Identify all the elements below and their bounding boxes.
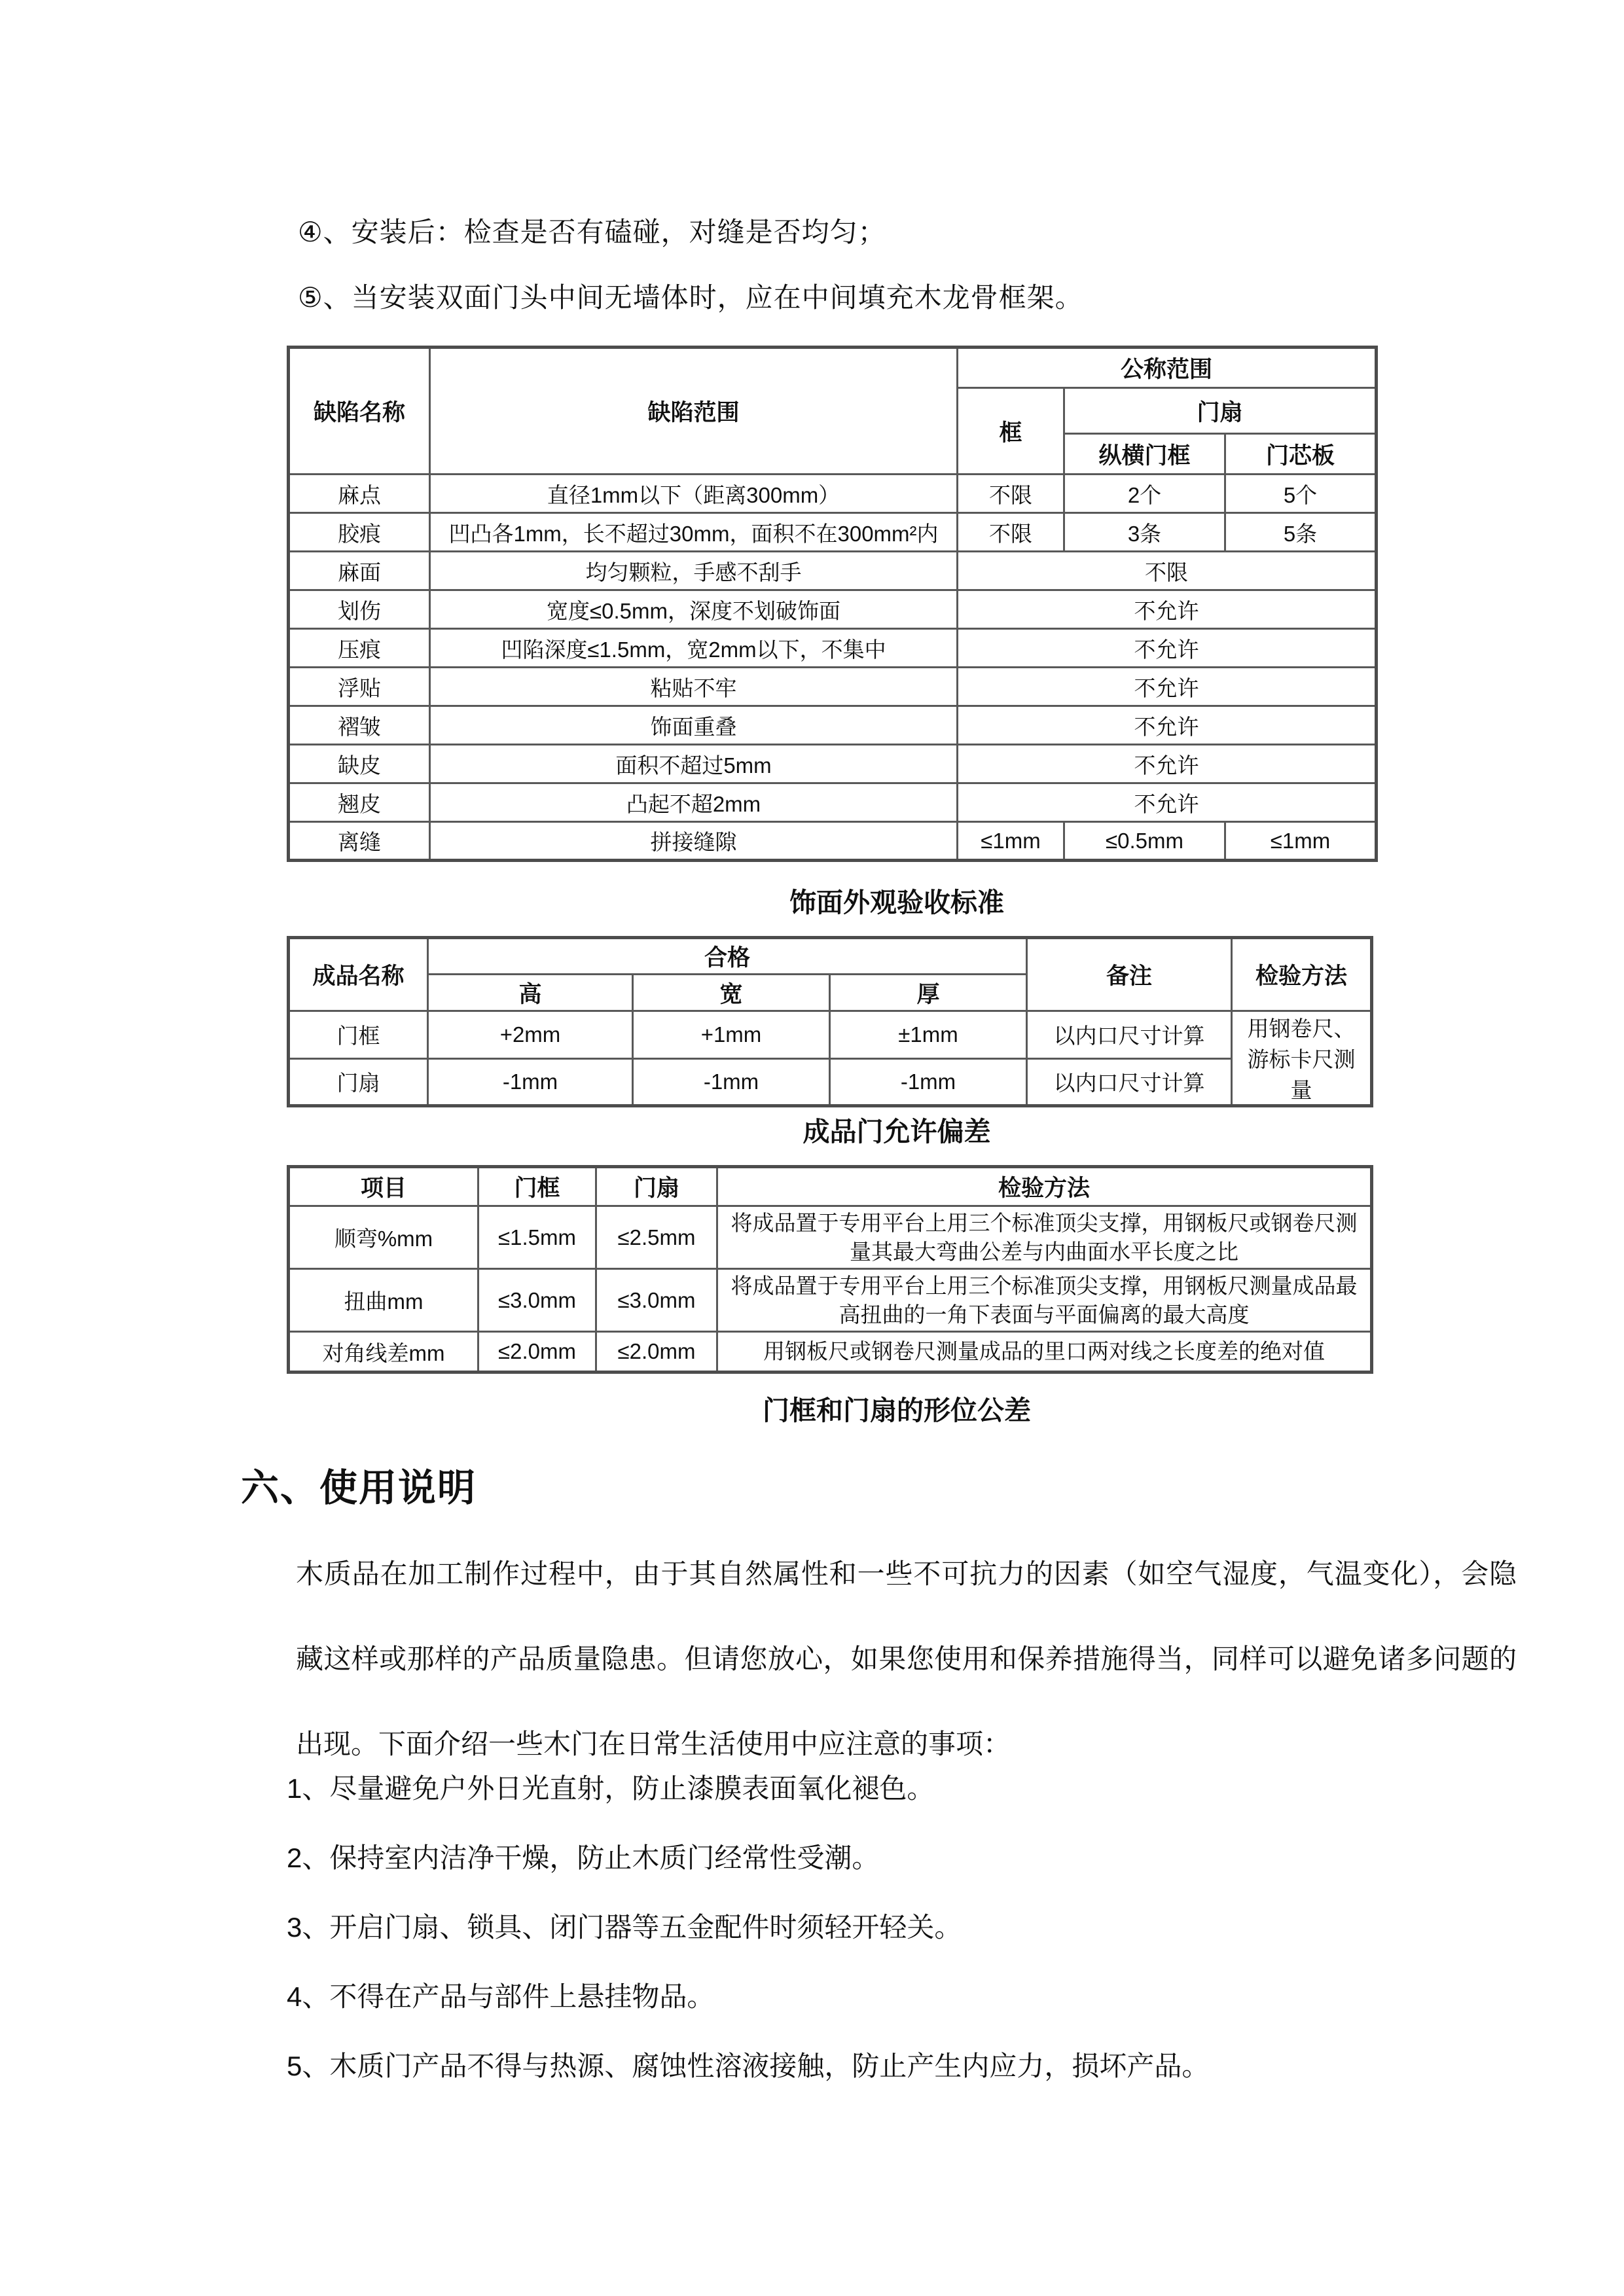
table-cell: 翘皮 — [289, 783, 430, 822]
table-cell: 不限 — [958, 513, 1064, 552]
table-cell-merged: 不允许 — [958, 783, 1377, 822]
tolerance-table — [287, 1165, 1373, 1374]
table-cell: 不限 — [958, 475, 1064, 513]
column-header-defect-name: 缺陷名称 — [289, 348, 430, 475]
column-header-height: 高 — [428, 975, 633, 1011]
table-cell: 将成品置于专用平台上用三个标准顶尖支撑，用钢板尺或钢卷尺测量其最大弯曲公差与内曲面水平长度之比 — [717, 1206, 1372, 1269]
install-step-5: ⑤、当安装双面门头中间无墙体时，应在中间填充木龙骨框架。 — [298, 282, 1083, 313]
table-row — [289, 783, 1377, 822]
table-cell: ≤2.5mm — [596, 1206, 717, 1269]
column-header-thickness: 厚 — [830, 975, 1027, 1011]
column-header-stile-rail: 纵横门框 — [1064, 434, 1225, 475]
table-cell: 凹凸各1mm，长不超过30mm，面积不在300mm²内 — [430, 513, 958, 552]
table-cell: ≤2.0mm — [596, 1332, 717, 1372]
table-cell: +2mm — [428, 1011, 633, 1059]
table-cell: ≤0.5mm — [1064, 822, 1225, 861]
table-row — [289, 822, 1377, 861]
usage-item-3: 3、开启门扇、锁具、闭门器等五金配件时须轻开轻关。 — [287, 1912, 962, 1943]
table-cell: 门框 — [289, 1011, 428, 1059]
tolerance-table-caption: 门框和门扇的形位公差 — [763, 1395, 1031, 1426]
usage-item-5: 5、木质门产品不得与热源、腐蚀性溶液接触，防止产生内应力，损坏产品。 — [287, 2051, 1210, 2081]
table-cell: 压痕 — [289, 629, 430, 668]
table-cell: ≤1.5mm — [478, 1206, 596, 1269]
table-cell-merged: 不允许 — [958, 590, 1377, 629]
table-cell-merged: 用钢卷尺、游标卡尺测量 — [1232, 1011, 1372, 1106]
table-cell: 麻面 — [289, 552, 430, 590]
column-header-width: 宽 — [633, 975, 830, 1011]
column-header-method: 检验方法 — [1232, 938, 1372, 1011]
column-header-item: 项目 — [289, 1167, 478, 1206]
deviation-table-caption: 成品门允许偏差 — [803, 1117, 991, 1147]
deviation-table — [287, 936, 1373, 1107]
defect-table — [287, 346, 1378, 862]
column-header-nominal-range: 公称范围 — [958, 348, 1377, 388]
table-cell: -1mm — [830, 1058, 1027, 1106]
table-cell: 浮贴 — [289, 668, 430, 706]
table-cell: ±1mm — [830, 1011, 1027, 1059]
table-cell-merged: 不允许 — [958, 629, 1377, 668]
table-cell: 麻点 — [289, 475, 430, 513]
table-cell: 直径1mm以下（距离300mm） — [430, 475, 958, 513]
table-cell: ≤3.0mm — [478, 1269, 596, 1332]
table-cell: 均匀颗粒，手感不刮手 — [430, 552, 958, 590]
column-header-frame: 框 — [958, 388, 1064, 475]
table-cell: 2个 — [1064, 475, 1225, 513]
table-row — [289, 629, 1377, 668]
table-row — [289, 668, 1377, 706]
table-cell: 将成品置于专用平台上用三个标准顶尖支撑，用钢板尺测量成品最高扭曲的一角下表面与平面偏离的最大高度 — [717, 1269, 1372, 1332]
table-cell: 褶皱 — [289, 706, 430, 745]
table-row — [289, 1332, 1372, 1372]
table-row — [289, 745, 1377, 783]
table-cell: ≤1mm — [1225, 822, 1377, 861]
table-cell: 饰面重叠 — [430, 706, 958, 745]
table-row — [289, 1011, 1372, 1059]
table-cell: 以内口尺寸计算 — [1027, 1058, 1232, 1106]
table-cell: -1mm — [633, 1058, 830, 1106]
column-header-door-leaf: 门扇 — [596, 1167, 717, 1206]
table-cell: +1mm — [633, 1011, 830, 1059]
table-cell-merged: 不限 — [958, 552, 1377, 590]
table-row — [289, 1058, 1372, 1106]
table-cell: 面积不超过5mm — [430, 745, 958, 783]
section-heading-usage: 六、使用说明 — [241, 1467, 477, 1509]
table-row — [289, 590, 1377, 629]
column-header-pass: 合格 — [428, 938, 1027, 975]
table-row — [289, 513, 1377, 552]
column-header-frame: 门框 — [478, 1167, 596, 1206]
table-cell: 拼接缝隙 — [430, 822, 958, 861]
table-cell: 5条 — [1225, 513, 1377, 552]
table-cell: 离缝 — [289, 822, 430, 861]
table-cell: 凹陷深度≤1.5mm，宽2mm以下，不集中 — [430, 629, 958, 668]
table-cell: 扭曲mm — [289, 1269, 478, 1332]
table-row — [289, 1206, 1372, 1269]
table-cell-merged: 不允许 — [958, 668, 1377, 706]
usage-item-4: 4、不得在产品与部件上悬挂物品。 — [287, 1981, 715, 2012]
table-row — [289, 706, 1377, 745]
table-cell: 对角线差mm — [289, 1332, 478, 1372]
column-header-defect-range: 缺陷范围 — [430, 348, 958, 475]
usage-item-2: 2、保持室内洁净干燥，防止木质门经常性受潮。 — [287, 1842, 880, 1873]
table-cell: 凸起不超2mm — [430, 783, 958, 822]
table-cell: 缺皮 — [289, 745, 430, 783]
column-header-door-leaf: 门扇 — [1064, 388, 1377, 434]
table-cell: -1mm — [428, 1058, 633, 1106]
column-header-core-board: 门芯板 — [1225, 434, 1377, 475]
table-row — [289, 475, 1377, 513]
table-cell: ≤3.0mm — [596, 1269, 717, 1332]
table-cell: 3条 — [1064, 513, 1225, 552]
table-cell: 顺弯%mm — [289, 1206, 478, 1269]
install-step-4: ④、安装后：检查是否有磕碰，对缝是否均匀； — [298, 217, 886, 247]
table-cell: 以内口尺寸计算 — [1027, 1011, 1232, 1059]
table-row — [289, 1269, 1372, 1332]
table-cell: 5个 — [1225, 475, 1377, 513]
table-cell: 粘贴不牢 — [430, 668, 958, 706]
defect-table-caption: 饰面外观验收标准 — [789, 888, 1004, 918]
table-cell: 胶痕 — [289, 513, 430, 552]
table-cell: 门扇 — [289, 1058, 428, 1106]
table-cell: 划伤 — [289, 590, 430, 629]
usage-item-1: 1、尽量避免户外日光直射，防止漆膜表面氧化褪色。 — [287, 1773, 935, 1804]
column-header-method: 检验方法 — [717, 1167, 1372, 1206]
table-cell: 宽度≤0.5mm，深度不划破饰面 — [430, 590, 958, 629]
table-row — [289, 552, 1377, 590]
usage-paragraph: 木质品在加工制作过程中，由于其自然属性和一些不可抗力的因素（如空气湿度，气温变化），会隐藏这样或那样的产品质量隐患。但请您放心，如果您使用和保养措施得当，同样可以避免诸多问题的出现。下面介绍一些木门在日常生活使用中应注意的事项： — [296, 1558, 1517, 1759]
table-cell-merged: 不允许 — [958, 745, 1377, 783]
column-header-note: 备注 — [1027, 938, 1232, 1011]
table-cell-merged: 不允许 — [958, 706, 1377, 745]
table-cell: ≤1mm — [958, 822, 1064, 861]
table-cell: ≤2.0mm — [478, 1332, 596, 1372]
column-header-product-name: 成品名称 — [289, 938, 428, 1011]
table-cell: 用钢板尺或钢卷尺测量成品的里口两对线之长度差的绝对值 — [717, 1332, 1372, 1372]
